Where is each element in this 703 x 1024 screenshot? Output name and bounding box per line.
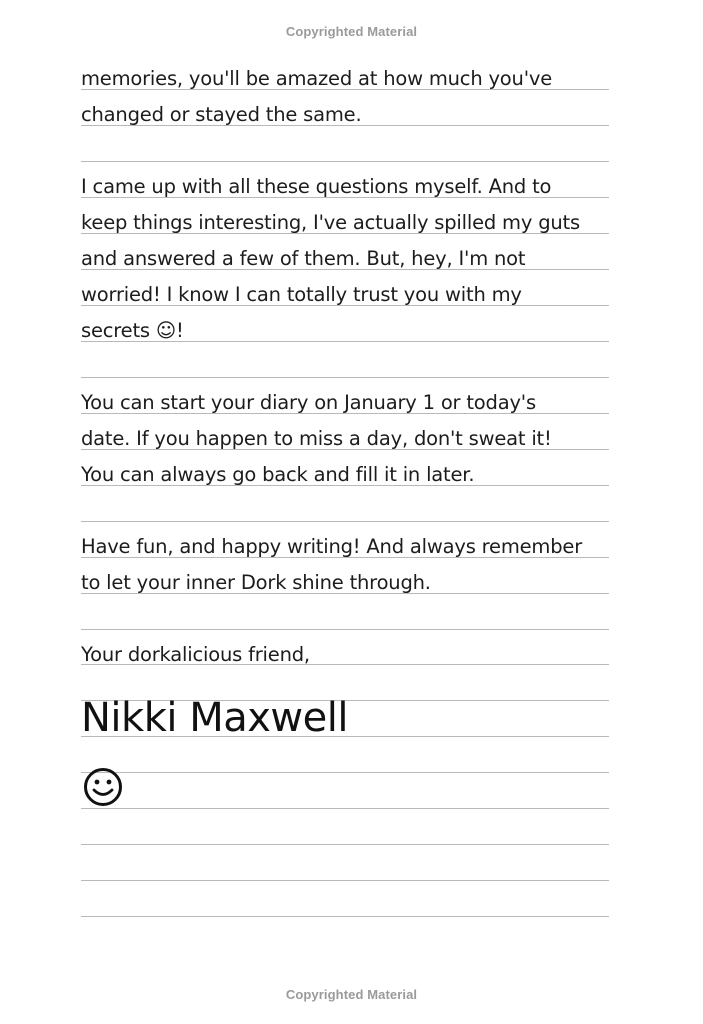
- letter-line: date. If you happen to miss a day, don't sweat it!: [81, 427, 552, 450]
- letter-closing: Your dorkalicious friend,: [81, 643, 310, 666]
- letter-line: You can start your diary on January 1 or today's: [81, 391, 536, 414]
- letter-line: secrets ☺!: [81, 319, 184, 342]
- ruled-line: [81, 377, 609, 378]
- ruled-line: [81, 772, 609, 773]
- letter-line: You can always go back and fill it in later.: [81, 463, 475, 486]
- letter-line: Have fun, and happy writing! And always remember: [81, 535, 583, 558]
- letter-line: changed or stayed the same.: [81, 103, 362, 126]
- letter-line: keep things interesting, I've actually spilled my guts: [81, 211, 580, 234]
- ruled-line: [81, 808, 609, 809]
- letter-line: and answered a few of them. But, hey, I'm not: [81, 247, 526, 270]
- signature: Nikki Maxwell: [81, 695, 348, 741]
- footer-copyright: Copyrighted Material: [285, 987, 418, 1002]
- ruled-line: [81, 880, 609, 881]
- ruled-line: [81, 161, 609, 162]
- ruled-line: [81, 916, 609, 917]
- letter-line: memories, you'll be amazed at how much you've: [81, 67, 552, 90]
- ruled-page: [81, 0, 609, 1024]
- letter-line: to let your inner Dork shine through.: [81, 571, 431, 594]
- header-copyright: Copyrighted Material: [285, 24, 418, 39]
- letter-line: worried! I know I can totally trust you with my: [81, 283, 522, 306]
- ruled-line: [81, 521, 609, 522]
- ruled-line: [81, 844, 609, 845]
- letter-line: I came up with all these questions myself. And to: [81, 175, 552, 198]
- smiley-face-icon: [82, 766, 124, 808]
- ruled-line: [81, 629, 609, 630]
